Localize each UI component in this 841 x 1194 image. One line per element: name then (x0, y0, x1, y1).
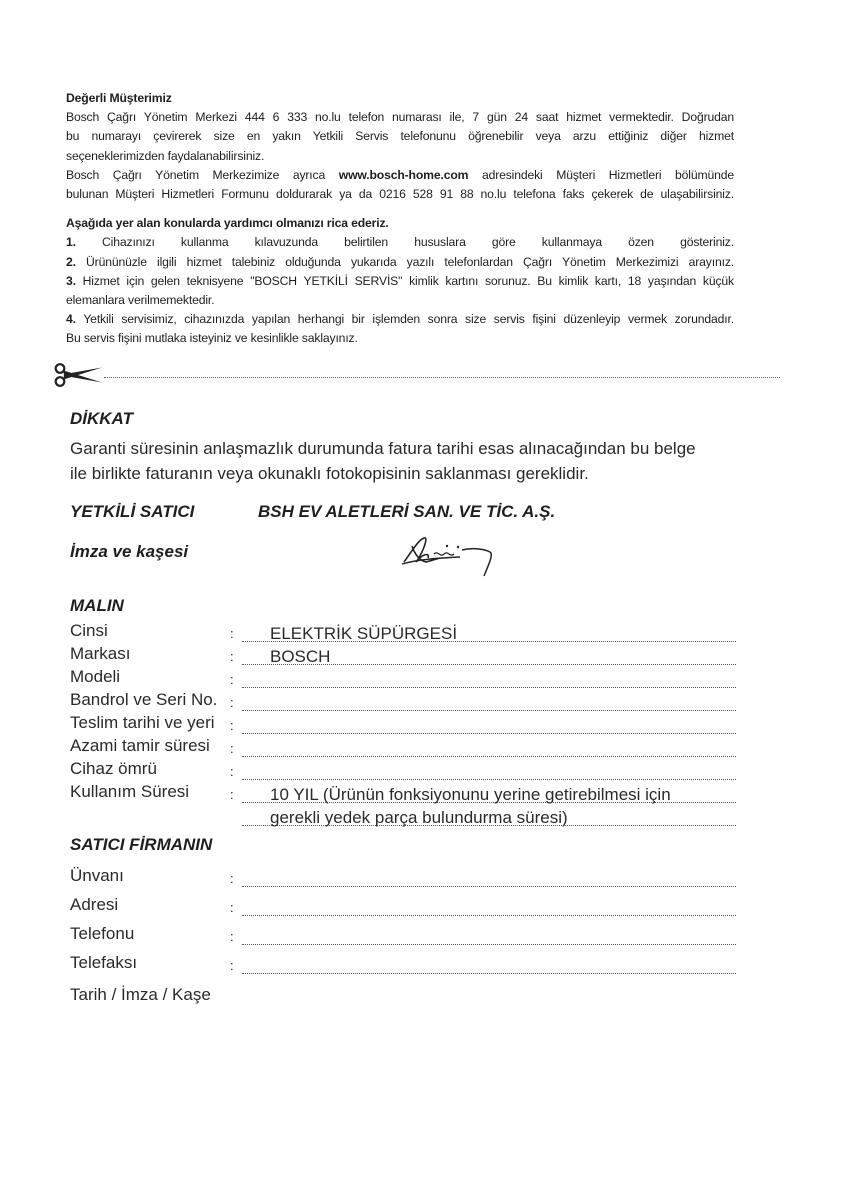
field-colon: : (230, 871, 234, 886)
field-line[interactable] (242, 667, 736, 688)
help-item (66, 253, 734, 272)
help-item-text: Hizmet için gelen teknisyene "BOSCH YETKİLİ SERVİS" kimlik kartını sorunuz. Bu kimlik kartı, 18 yaşından küçük (82, 273, 734, 288)
field-line[interactable] (242, 713, 736, 734)
field-label: Cinsi (70, 621, 108, 640)
help-heading: Aşağıda yer alan konularda yardımcı olmanızı rica ederiz. (66, 216, 389, 231)
form-row-telefaks (70, 953, 740, 977)
product-section-title: MALIN (70, 596, 124, 615)
help-item-text: Ürününüzle ilgili hizmet talebiniz olduğunda yukarıda yazılı telefonlardan Çağrı Yönetim Merkezimizi arayınız. (86, 254, 734, 269)
field-label: Telefonu (70, 924, 135, 943)
field-colon: : (230, 741, 234, 756)
signature-image (400, 532, 500, 578)
dikkat-title: DİKKAT (70, 409, 133, 428)
help-item (66, 272, 734, 291)
field-label: Modeli (70, 667, 121, 686)
field-label: Kullanım Süresi (70, 782, 190, 801)
form-row-teslim (70, 713, 740, 737)
field-label: Teslim tarihi ve yeri (70, 713, 215, 732)
seller-firm-section-title: SATICI FİRMANIN (70, 835, 213, 854)
field-colon: : (230, 718, 234, 733)
field-value: 10 YIL (Ürünün fonksiyonunu yerine getirebilmesi için (270, 785, 671, 804)
dikkat-line: ile birlikte faturanın veya okunaklı fotokopisinin saklanması gereklidir. (70, 464, 589, 483)
field-label: Ünvanı (70, 866, 124, 885)
field-line[interactable] (242, 866, 736, 887)
form-row-unvan (70, 866, 740, 890)
notice-line: bulunan Müşteri Hizmetleri Formunu doldurarak ya da 0216 528 91 88 no.lu telefona faks çekerek de ulaşabilirsiniz. (66, 187, 734, 202)
form-row-azami (70, 736, 740, 760)
help-item (66, 233, 734, 252)
field-line[interactable] (242, 895, 736, 916)
notice-web-line (66, 166, 734, 185)
notice-line: Bosch Çağrı Yönetim Merkezi 444 6 333 no.lu telefon numarası ile, 7 gün 24 saat hizmet vermektedir. Doğrudan (66, 110, 734, 125)
help-item-number: 1. (66, 235, 76, 250)
field-colon: : (230, 672, 234, 687)
field-line[interactable] (242, 690, 736, 711)
field-line[interactable] (242, 782, 736, 803)
help-item-text: Cihazınızı kullanma kılavuzunda belirtilen hususlara göre kullanmaya özen gösteriniz. (102, 235, 734, 250)
help-item-number: 4. (66, 312, 76, 327)
field-line[interactable] (242, 736, 736, 757)
field-colon: : (230, 900, 234, 915)
field-line[interactable] (242, 924, 736, 945)
field-line[interactable] (242, 805, 736, 826)
help-item-number: 2. (66, 254, 76, 269)
field-label: Azami tamir süresi (70, 736, 210, 755)
dikkat-line: Garanti süresinin anlaşmazlık durumunda fatura tarihi esas alınacağından bu belge (70, 439, 696, 458)
field-label: Cihaz ömrü (70, 759, 157, 778)
field-colon: : (230, 929, 234, 944)
notice-line: bu numarayı çevirerek size en yakın Yetkili Servis telefonunu öğrenebilir veya arzu ettiğiniz diğer hizmet (66, 129, 734, 144)
form-row-adres (70, 895, 740, 919)
field-line[interactable] (242, 759, 736, 780)
field-value: ELEKTRİK SÜPÜRGESİ (270, 624, 458, 643)
field-value: BOSCH (270, 647, 331, 666)
field-label: Markası (70, 644, 131, 663)
form-row-cinsi (70, 621, 740, 645)
date-signature-stamp-label: Tarih / İmza / Kaşe (70, 985, 211, 1004)
form-row-kullanim (70, 782, 740, 806)
help-item-continued: elemanlara verilmemektedir. (66, 293, 215, 308)
field-label: Bandrol ve Seri No. (70, 690, 218, 709)
dikkat-body (70, 436, 750, 486)
cut-line (52, 362, 782, 388)
authorized-seller-label: YETKİLİ SATICI (70, 502, 195, 521)
notice-web-post: adresindeki Müşteri Hizmetleri bölümünde (481, 167, 734, 182)
field-colon: : (230, 695, 234, 710)
notice-heading: Değerli Müşterimiz (66, 91, 172, 105)
field-colon: : (230, 649, 234, 664)
field-colon: : (230, 958, 234, 973)
help-item-continued: Bu servis fişini mutlaka isteyiniz ve kesinlikle saklayınız. (66, 331, 358, 346)
field-line[interactable] (242, 953, 736, 974)
customer-notice (66, 89, 734, 349)
field-value: gerekli yedek parça bulundurma süresi) (270, 808, 568, 827)
help-item-number: 3. (66, 273, 76, 288)
signature-label: İmza ve kaşesi (70, 542, 189, 561)
form-row-kullanim-cont (70, 805, 740, 829)
field-label: Telefaksı (70, 953, 138, 972)
help-item (66, 310, 734, 329)
field-line[interactable] (242, 644, 736, 665)
field-colon: : (230, 764, 234, 779)
form-row-bandrol (70, 690, 740, 714)
field-line[interactable] (242, 621, 736, 642)
help-item-text: Yetkili servisimiz, cihazınızda yapılan herhangi bir işlemden sonra size servis fişini düzenleyip vermek zorundadır. (83, 312, 734, 327)
notice-web-pre: Bosch Çağrı Yönetim Merkezimize ayrıca (66, 167, 326, 182)
form-row-telefon (70, 924, 740, 948)
scissors-icon (52, 362, 108, 388)
form-row-modeli (70, 667, 740, 691)
cut-dotted-line (104, 377, 780, 378)
field-colon: : (230, 626, 234, 641)
form-row-omur (70, 759, 740, 783)
field-colon: : (230, 787, 234, 802)
notice-line: seçeneklerimizden faydalanabilirsiniz. (66, 148, 265, 163)
field-label: Adresi (70, 895, 119, 914)
form-row-markasi (70, 644, 740, 668)
authorized-seller-name: BSH EV ALETLERİ SAN. VE TİC. A.Ş. (258, 502, 556, 521)
website-link[interactable]: www.bosch-home.com (338, 167, 469, 182)
